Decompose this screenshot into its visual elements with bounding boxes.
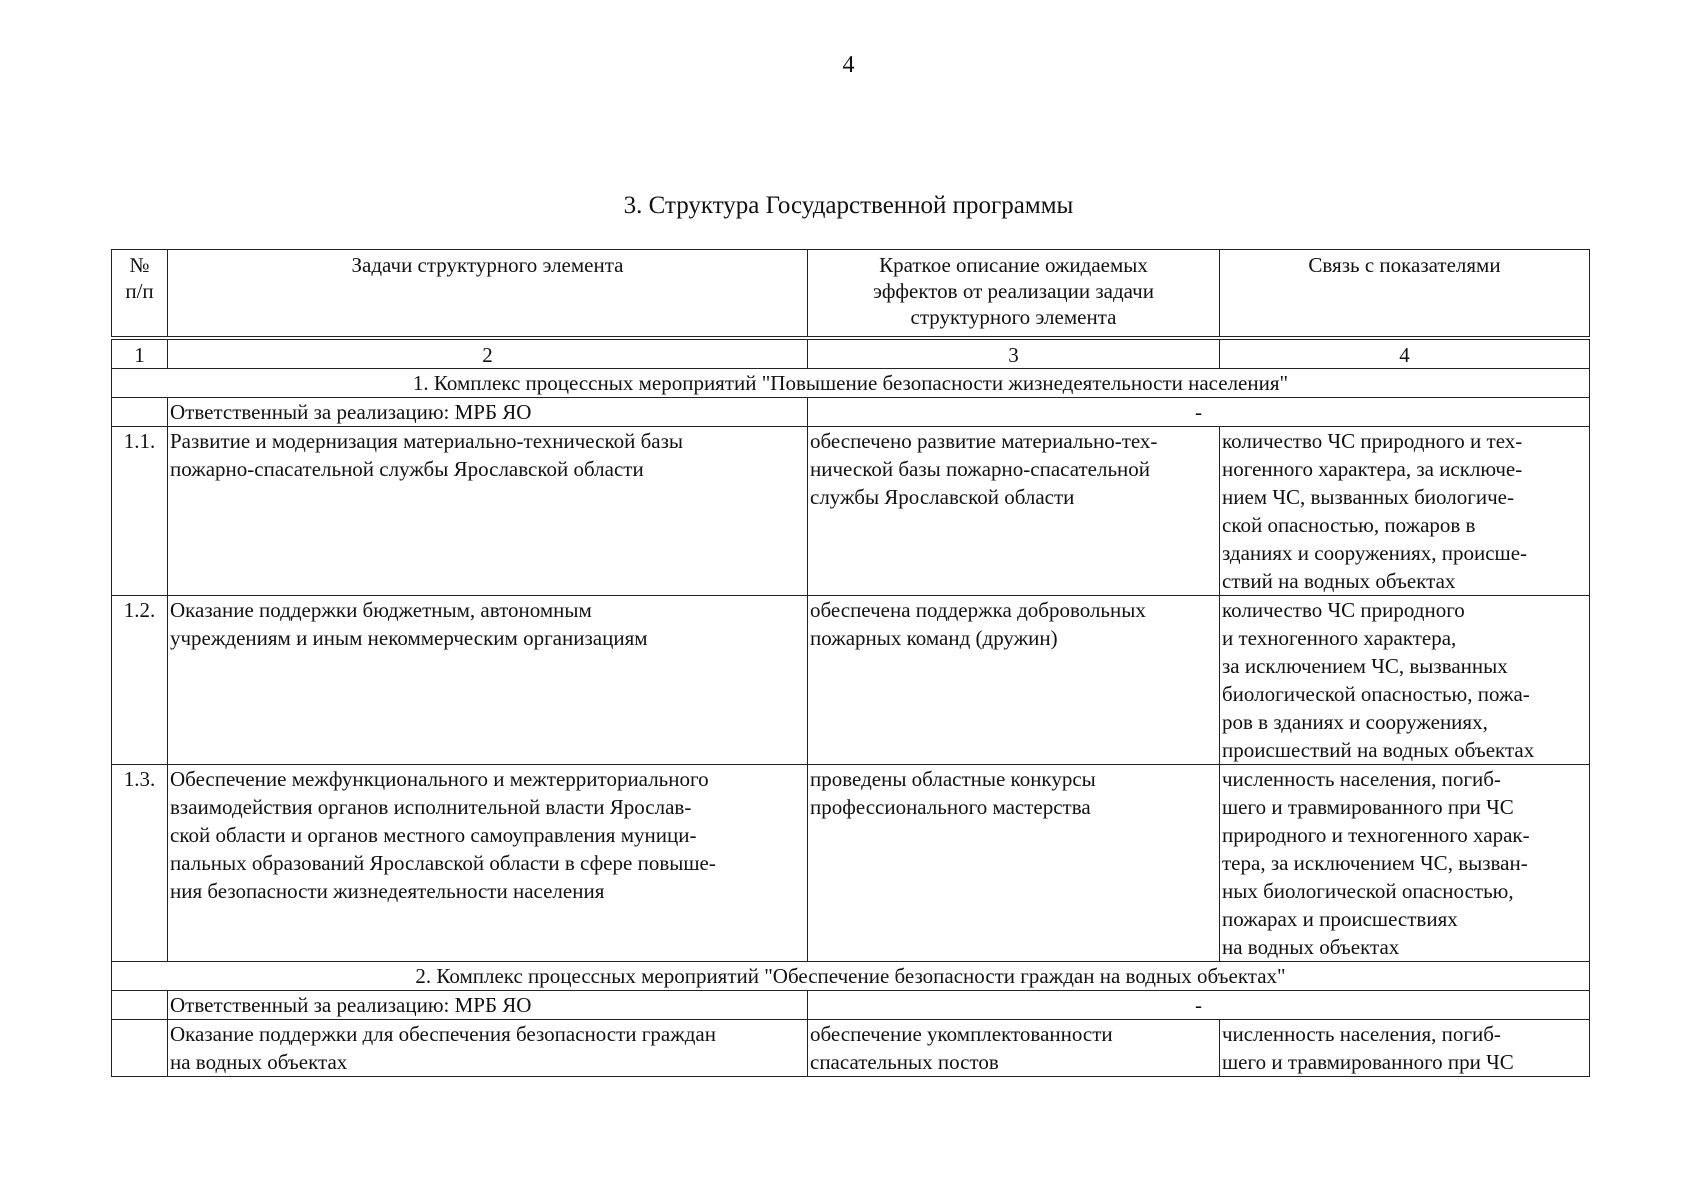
task-cell: Оказание поддержки бюджетным, автономным учреждениям и иным некоммерческим организациям [168, 596, 808, 765]
task-cell: Обеспечение межфункционального и межтерриториального взаимодействия органов исполнительной власти Ярослав- ской области и органов местного самоуправления муници- пальных образований Ярославской области в сфере повыше- ния безопасности жизнедеятельности населения [168, 765, 808, 962]
table-header-row [112, 250, 1590, 339]
table-row [112, 765, 1590, 962]
row-number [112, 1020, 168, 1077]
responsible-label: Ответственный за реализацию: МРБ ЯО [168, 398, 808, 427]
row-number: 1.1. [112, 427, 168, 596]
effect-cell: проведены областные конкурсы профессионального мастерства [808, 765, 1220, 962]
effect-cell: обеспечено развитие материально-тех- нической базы пожарно-спасательной службы Ярославской области [808, 427, 1220, 596]
indicator-cell: численность населения, погиб- шего и травмированного при ЧС природного и техногенного харак- тера, за исключением ЧС, вызван- ных биологической опасностью, пожарах и происшествиях на водных объектах [1220, 765, 1590, 962]
row-number: 1.3. [112, 765, 168, 962]
task-cell: Оказание поддержки для обеспечения безопасности граждан на водных объектах [168, 1020, 808, 1077]
responsible-label: Ответственный за реализацию: МРБ ЯО [168, 991, 808, 1020]
header-tasks: Задачи структурного элемента [168, 250, 808, 339]
column-index: 2 [168, 338, 808, 369]
program-structure-table [111, 249, 1590, 1077]
responsible-row [112, 991, 1590, 1020]
column-index-row [112, 338, 1590, 369]
responsible-row [112, 398, 1590, 427]
task-cell: Развитие и модернизация материально-технической базы пожарно-спасательной службы Ярославской области [168, 427, 808, 596]
responsible-value: - [808, 398, 1590, 427]
table-row [112, 1020, 1590, 1077]
column-index: 3 [808, 338, 1220, 369]
section-title: 2. Комплекс процессных мероприятий "Обеспечение безопасности граждан на водных объектах" [112, 962, 1590, 991]
section-title-row [112, 369, 1590, 398]
indicator-cell: количество ЧС природного и тех- ногенного характера, за исключе- нием ЧС, вызванных биологиче- ской опасностью, пожаров в зданиях и сооружениях, происше- ствий на водных объектах [1220, 427, 1590, 596]
indicator-cell: количество ЧС природного и техногенного характера, за исключением ЧС, вызванных биологической опасностью, пожа- ров в зданиях и сооружениях, происшествий на водных объектах [1220, 596, 1590, 765]
indicator-cell: численность населения, погиб- шего и травмированного при ЧС [1220, 1020, 1590, 1077]
row-number: 1.2. [112, 596, 168, 765]
document-title: 3. Структура Государственной программы [623, 192, 1074, 219]
empty-cell [112, 991, 168, 1020]
effect-cell: обеспечена поддержка добровольных пожарных команд (дружин) [808, 596, 1220, 765]
section-title: 1. Комплекс процессных мероприятий "Повышение безопасности жизнедеятельности населения" [112, 369, 1590, 398]
header-indicators: Связь с показателями [1220, 250, 1590, 339]
page-number: 4 [842, 52, 855, 78]
table-row [112, 427, 1590, 596]
column-index: 4 [1220, 338, 1590, 369]
table-row [112, 596, 1590, 765]
effect-cell: обеспечение укомплектованности спасательных постов [808, 1020, 1220, 1077]
header-number: № п/п [112, 250, 168, 339]
column-index: 1 [112, 338, 168, 369]
section-title-row [112, 962, 1590, 991]
empty-cell [112, 398, 168, 427]
header-effects: Краткое описание ожидаемых эффектов от реализации задачи структурного элемента [808, 250, 1220, 339]
responsible-value: - [808, 991, 1590, 1020]
